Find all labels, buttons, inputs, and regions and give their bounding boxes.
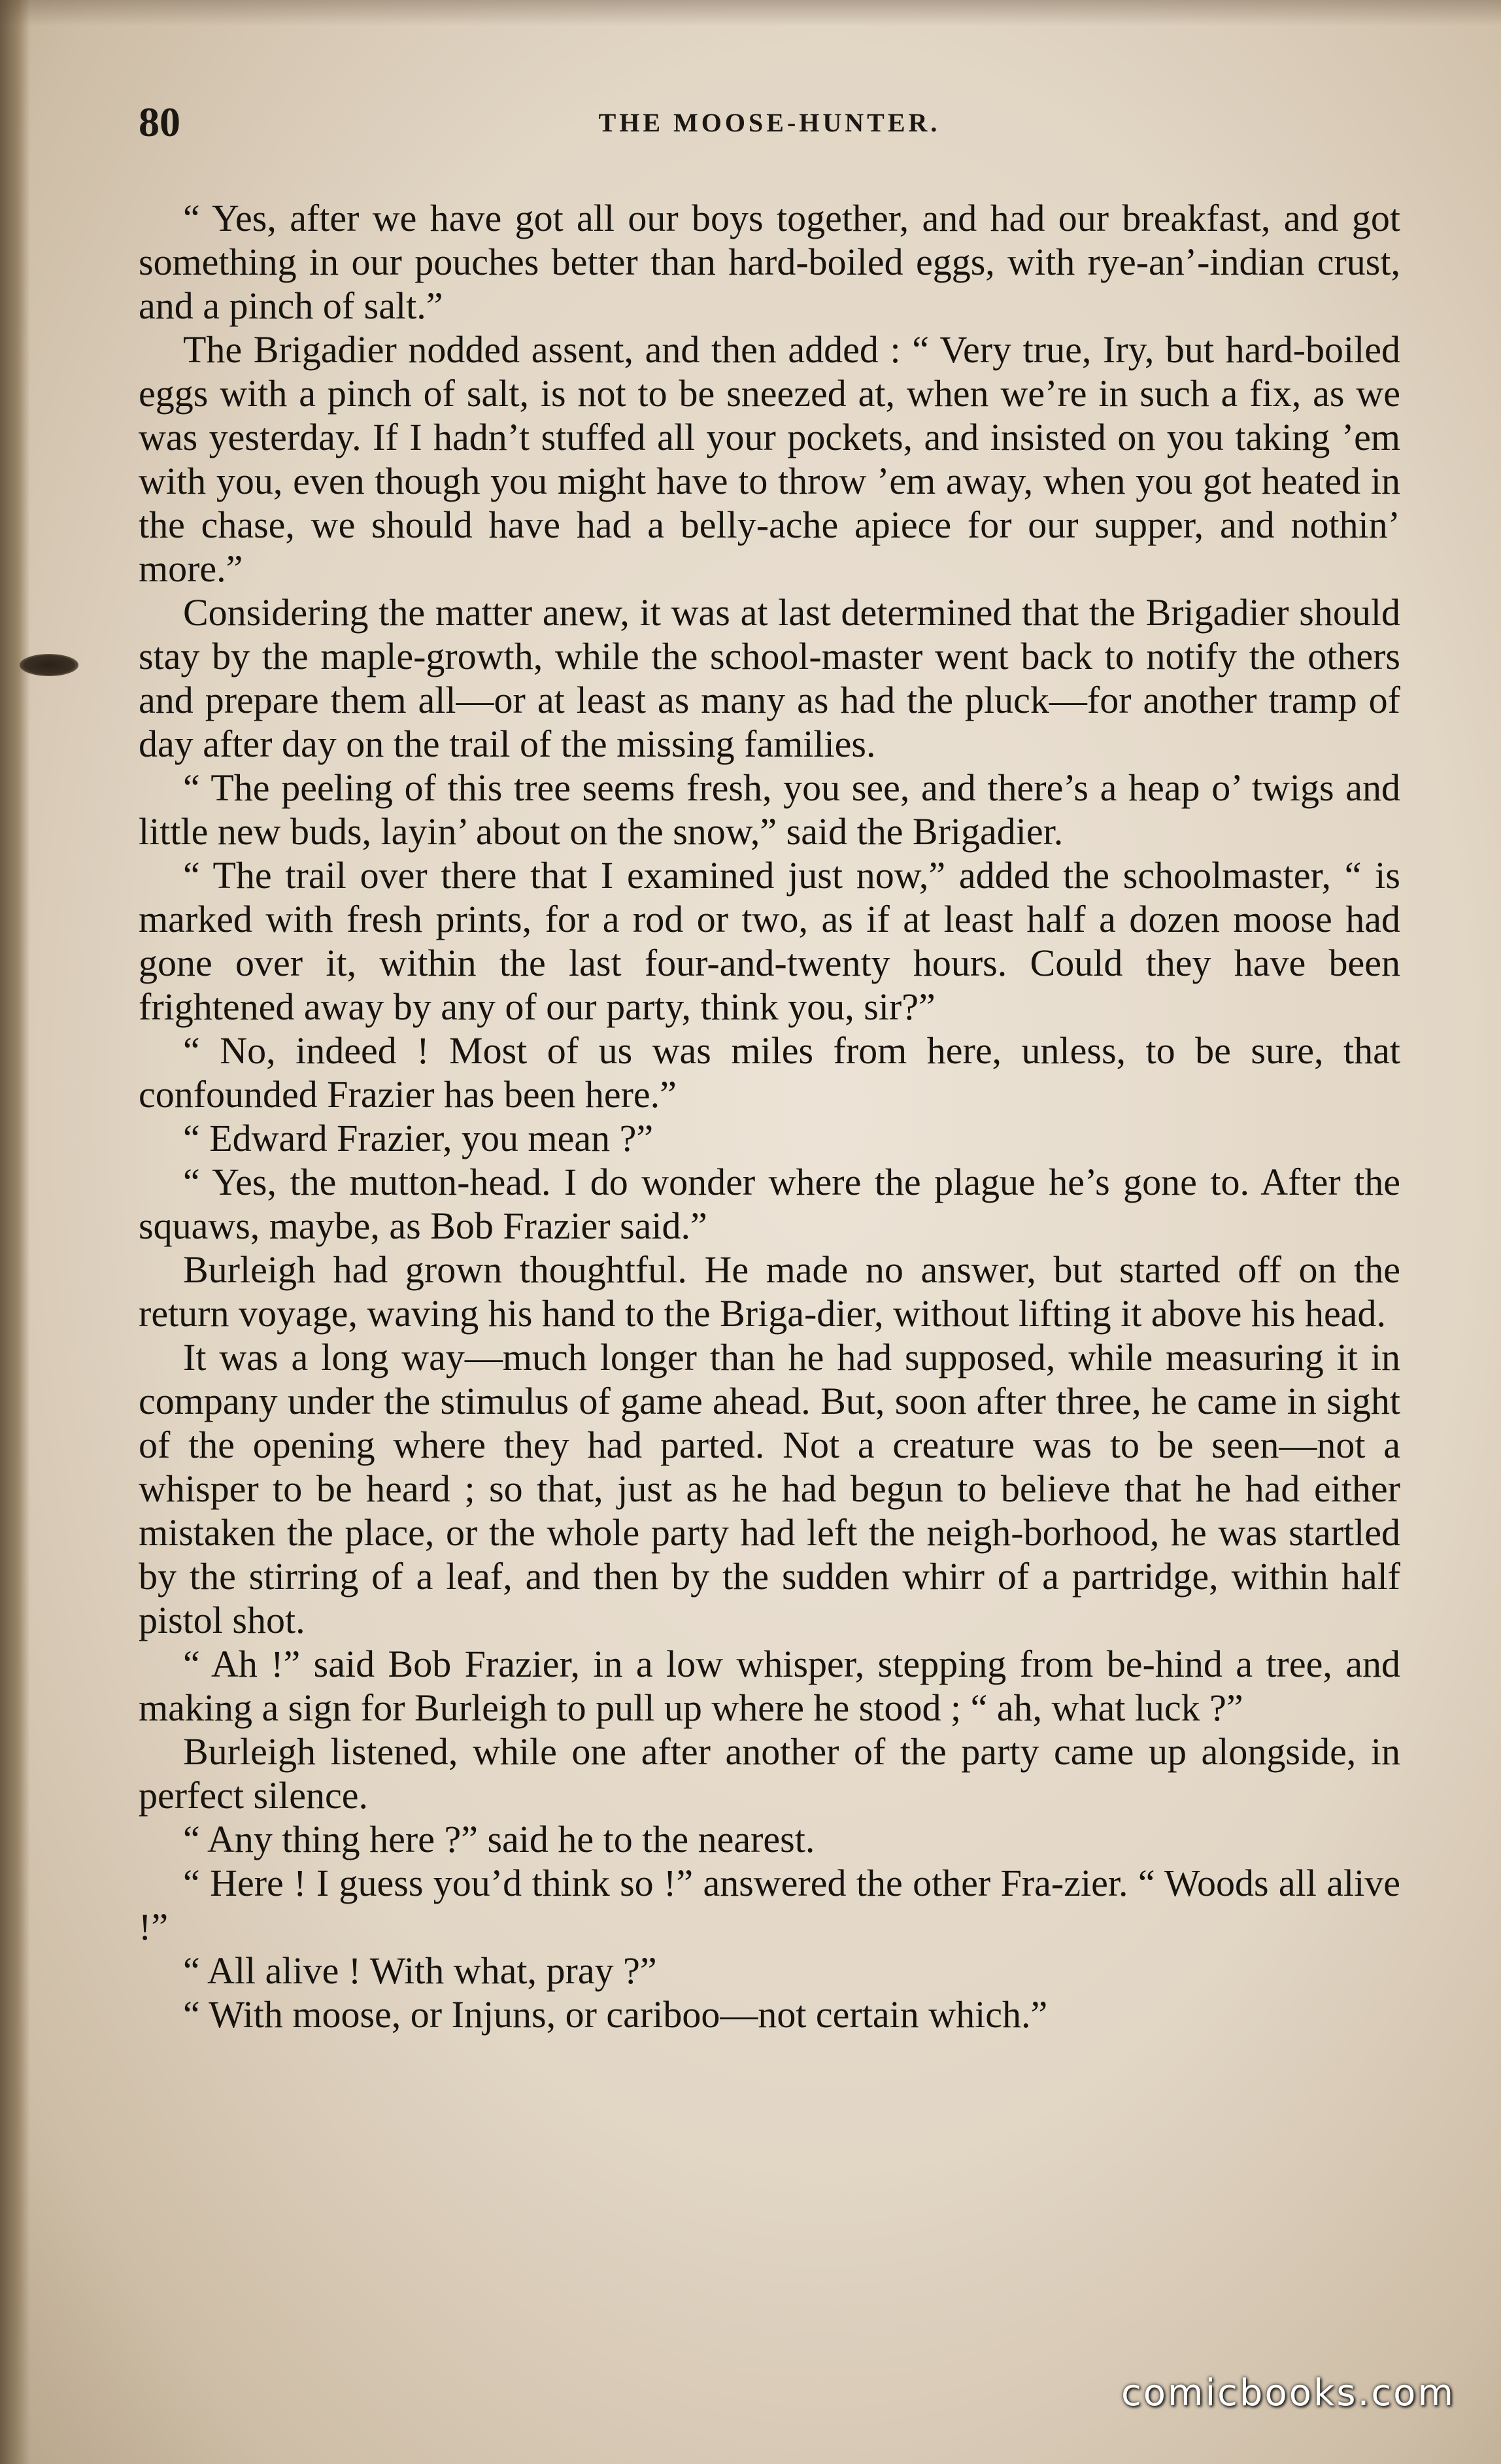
paragraph: “ Ah !” said Bob Frazier, in a low whisper, stepping from be-hind a tree, and making a sign for Burleigh to pull up where he stood ; “ ah, what luck ?” xyxy=(139,1643,1400,1729)
paragraph: “ Any thing here ?” said he to the nearest. xyxy=(183,1818,815,1860)
book-gutter xyxy=(0,0,30,2464)
paragraph: “ The peeling of this tree seems fresh, you see, and there’s a heap o’ twigs and little new buds, layin’ about on the snow,” said the Brigadier. xyxy=(139,766,1400,853)
running-head xyxy=(139,98,1400,150)
paragraph: “ With moose, or Injuns, or cariboo—not certain which.” xyxy=(183,1993,1048,2036)
ink-blot xyxy=(20,654,78,676)
paragraph: Burleigh had grown thoughtful. He made no answer, but started off on the return voyage, waving his hand to the Briga-dier, without lifting it above his head. xyxy=(139,1248,1400,1335)
watermark: comicbooks.com xyxy=(1121,2372,1455,2414)
paragraph: “ No, indeed ! Most of us was miles from here, unless, to be sure, that confounded Frazier has been here.” xyxy=(139,1029,1400,1116)
paragraph: “ Edward Frazier, you mean ?” xyxy=(183,1117,654,1159)
page-number: 80 xyxy=(139,99,180,145)
running-title: THE MOOSE-HUNTER. xyxy=(598,108,941,137)
paragraph: “ The trail over there that I examined just now,” added the schoolmaster, “ is marked with fresh prints, for a rod or two, as if at least half a dozen moose had gone over it, within the last four-and-twenty hours. Could they have been frightened away by any of our party, think you, sir?” xyxy=(139,854,1400,1028)
paragraph: “ Yes, the mutton-head. I do wonder where the plague he’s gone to. After the squaws, maybe, as Bob Frazier said.” xyxy=(139,1161,1400,1247)
paragraph: “ Yes, after we have got all our boys together, and had our breakfast, and got something in our pouches better than hard-boiled eggs, with rye-an’-indian crust, and a pinch of salt.” xyxy=(139,197,1400,327)
paragraph: It was a long way—much longer than he had supposed, while measuring it in company under the stimulus of game ahead. But, soon after three, he came in sight of the opening where they had parted. Not a creature was to be seen—not a whisper to be heard ; so that, just as he had begun to believe that he had either mistaken the place, or the whole party had left the neigh-borhood, he was startled by the stirring of a leaf, and then by the sudden whirr of a partridge, within half pistol shot. xyxy=(139,1336,1400,1641)
paragraph: “ Here ! I guess you’d think so !” answered the other Fra-zier. “ Woods all alive !” xyxy=(139,1862,1400,1948)
paragraph: Burleigh listened, while one after another of the party came up alongside, in perfect silence. xyxy=(139,1730,1400,1817)
paragraph: “ All alive ! With what, pray ?” xyxy=(183,1949,657,1992)
body-text xyxy=(139,196,1400,2036)
paragraph: Considering the matter anew, it was at last determined that the Brigadier should stay by the maple-growth, while the school-master went back to notify the others and prepare them all—or at least as many as had the pluck—for another tramp of day after day on the trail of the missing families. xyxy=(139,591,1400,765)
paragraph: The Brigadier nodded assent, and then added : “ Very true, Iry, but hard-boiled eggs with a pinch of salt, is not to be sneezed at, when we’re in such a fix, as we was yesterday. If I hadn’t stuffed all your pockets, and insisted on you taking ’em with you, even though you might have to throw ’em away, when you got heated in the chase, we should have had a belly-ache apiece for our supper, and nothin’ more.” xyxy=(139,328,1400,590)
page-top-edge xyxy=(0,0,1501,26)
